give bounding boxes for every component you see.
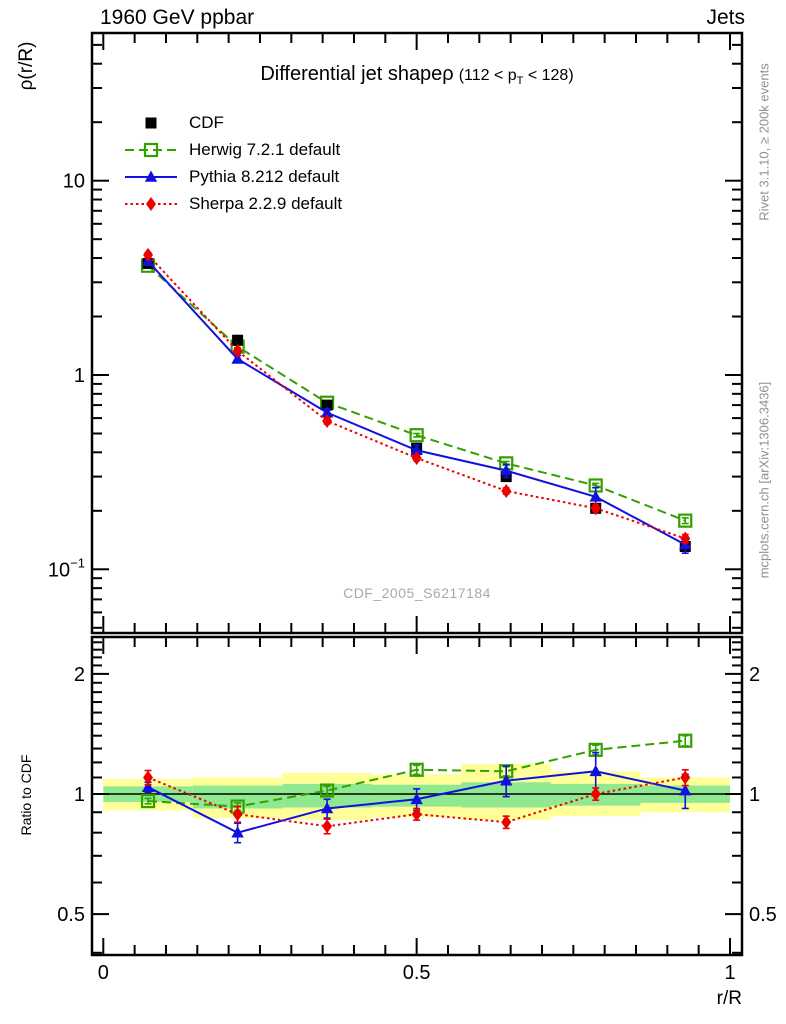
- ratio-y-axis-label: Ratio to CDF: [18, 754, 34, 836]
- svg-text:0.5: 0.5: [749, 904, 777, 927]
- svg-text:1: 1: [73, 784, 85, 806]
- svg-text:0: 0: [97, 962, 109, 984]
- legend-label-cdf: CDF: [189, 112, 224, 132]
- legend-item-herwig: [124, 136, 342, 163]
- pythia-marker-icon: [124, 168, 178, 186]
- analysis-group-label: Jets: [706, 6, 745, 29]
- svg-text:10−1: $10^{-1}$: [47, 555, 85, 582]
- svg-text:0.5: 0.5: [402, 962, 431, 984]
- cdf-marker-icon: [124, 114, 178, 132]
- plot-title-range: $(112 < p_T < 128)$: [458, 67, 574, 88]
- legend: [124, 109, 342, 217]
- svg-text:0.5: 0.5: [57, 904, 85, 927]
- svg-text:1: 1: [724, 962, 736, 984]
- legend-label-pythia: Pythia 8.212 default: [189, 166, 340, 186]
- main-y-axis-label: ρ(r/R): [16, 41, 37, 91]
- analysis-id-watermark: CDF_2005_S6217184: [343, 585, 491, 601]
- svg-text:2: 2: [749, 663, 761, 686]
- legend-label-sherpa: Sherpa 2.2.9 default: [189, 193, 343, 213]
- beam-energy-label: 1960 GeV ppbar: [100, 6, 255, 29]
- legend-item-sherpa: [124, 190, 342, 217]
- legend-item-pythia: [124, 163, 342, 190]
- x-axis-label: r/R: [716, 988, 742, 1009]
- plot-title-text: Differential jet shapeρ: [260, 63, 454, 85]
- sherpa-marker-icon: [124, 195, 178, 213]
- svg-text:1: 1: [73, 365, 85, 387]
- legend-item-cdf: [124, 109, 342, 136]
- legend-label-herwig: Herwig 7.2.1 default: [189, 139, 341, 159]
- svg-text:2: 2: [73, 663, 85, 686]
- herwig-marker-icon: [124, 141, 178, 159]
- mcplots-reference-note: mcplots.cern.ch [arXiv:1306.3436]: [756, 381, 772, 579]
- svg-text:1: 1: [749, 784, 761, 806]
- plot-title: [92, 63, 742, 87]
- rivet-version-note: Rivet 3.1.10, ≥ 200k events: [756, 63, 772, 221]
- svg-text:10: 10: [62, 170, 85, 193]
